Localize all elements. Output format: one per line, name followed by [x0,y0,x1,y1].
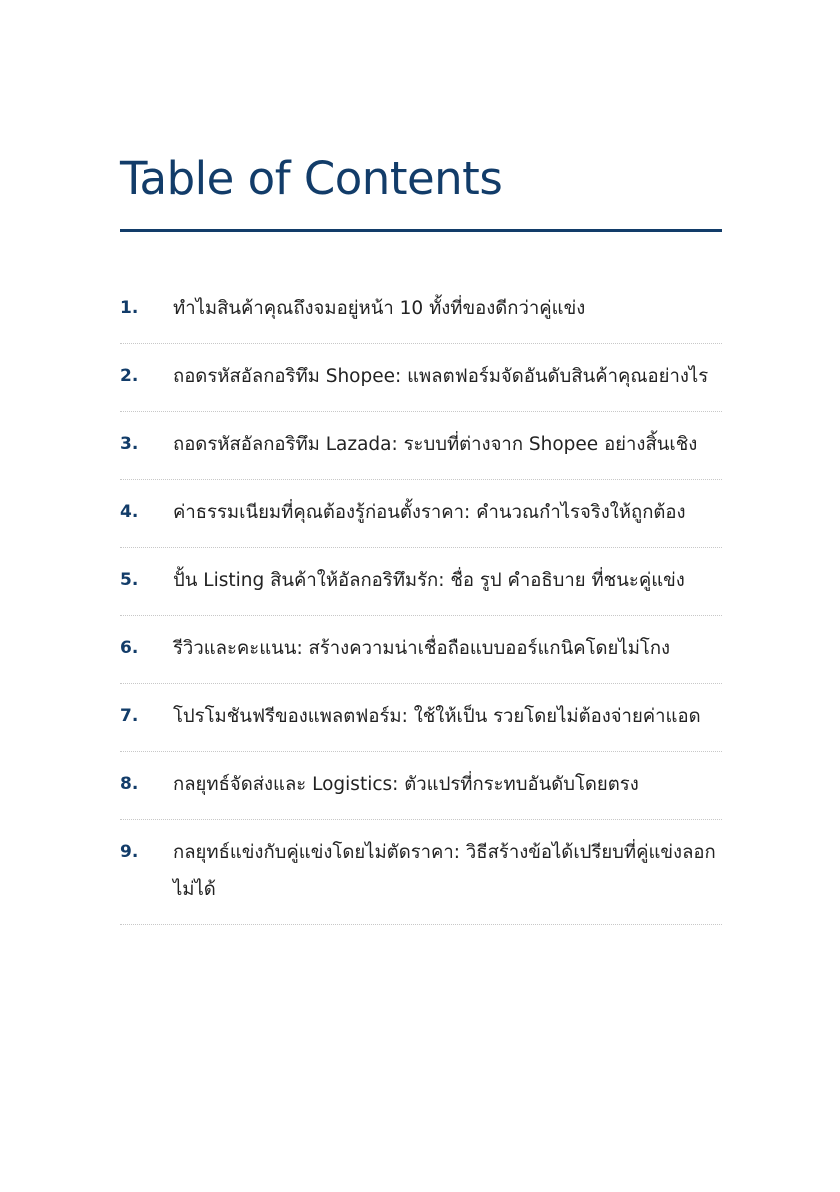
toc-entry-title: กลยุทธ์แข่งกับคู่แข่งโดยไม่ตัดราคา: วิธีสร้างข้อได้เปรียบที่คู่แข่งลอกไม่ได้ [173,842,716,900]
toc-entry-9[interactable] [120,820,722,925]
toc-entry-number: 7. [120,706,139,726]
toc-page [120,0,722,925]
toc-entry-1[interactable] [120,278,722,344]
toc-entry-number: 8. [120,774,139,794]
title-divider [120,229,722,232]
toc-entry-5[interactable] [120,548,722,616]
toc-entry-title: โปรโมชันฟรีของแพลตฟอร์ม: ใช้ให้เป็น รวยโดยไม่ต้องจ่ายค่าแอด [173,706,701,727]
toc-entry-number: 1. [120,298,139,318]
toc-entry-title: กลยุทธ์จัดส่งและ Logistics: ตัวแปรที่กระทบอันดับโดยตรง [173,774,639,795]
toc-entry-number: 4. [120,502,139,522]
toc-entry-number: 6. [120,638,139,658]
toc-entry-7[interactable] [120,684,722,752]
toc-list [120,278,722,925]
toc-entry-number: 2. [120,366,139,386]
toc-entry-title: รีวิวและคะแนน: สร้างความน่าเชื่อถือแบบออร์แกนิคโดยไม่โกง [173,638,671,659]
toc-entry-8[interactable] [120,752,722,820]
toc-entry-number: 3. [120,434,139,454]
toc-entry-number: 9. [120,842,139,862]
toc-entry-number: 5. [120,570,139,590]
toc-entry-2[interactable] [120,344,722,412]
toc-entry-title: ถอดรหัสอัลกอริทึม Lazada: ระบบที่ต่างจาก Shopee อย่างสิ้นเชิง [173,434,698,455]
toc-entry-title: ทำไมสินค้าคุณถึงจมอยู่หน้า 10 ทั้งที่ของดีกว่าคู่แข่ง [173,298,586,319]
toc-entry-title: ค่าธรรมเนียมที่คุณต้องรู้ก่อนตั้งราคา: คำนวณกำไรจริงให้ถูกต้อง [173,502,686,523]
toc-entry-3[interactable] [120,412,722,480]
toc-entry-6[interactable] [120,616,722,684]
toc-entry-4[interactable] [120,480,722,548]
toc-entry-title: ถอดรหัสอัลกอริทึม Shopee: แพลตฟอร์มจัดอันดับสินค้าคุณอย่างไร [173,366,709,387]
page-title: Table of Contents [120,152,503,205]
toc-entry-title: ปั้น Listing สินค้าให้อัลกอริทึมรัก: ชื่อ รูป คำอธิบาย ที่ชนะคู่แข่ง [173,570,685,591]
